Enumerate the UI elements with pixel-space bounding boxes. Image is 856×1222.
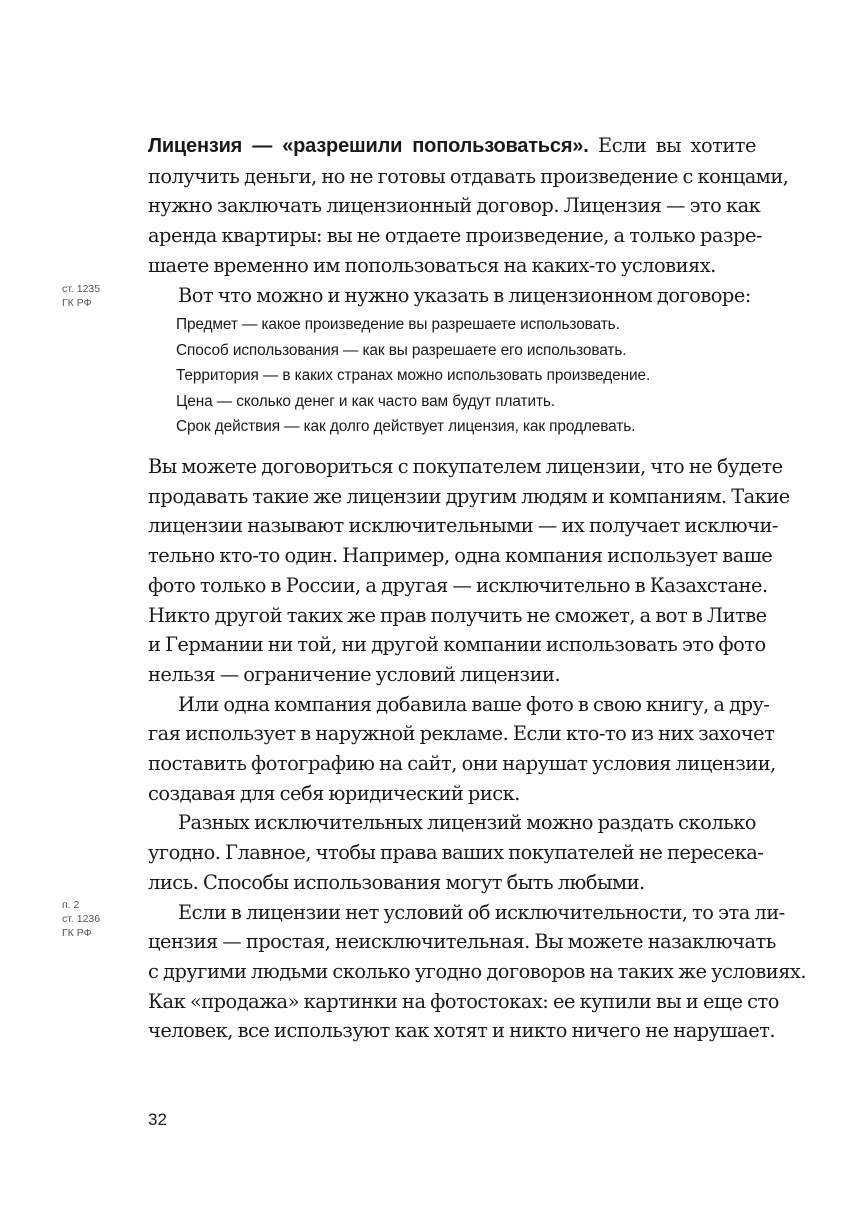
paragraph-line: лицензии называют исключительными — их получает исключи-	[148, 514, 778, 538]
margin-note-line: ГК РФ	[62, 297, 92, 309]
margin-note-line: ст. 1235	[62, 283, 101, 295]
paragraph-line: с другими людьми сколько угодно договоров на таких же условиях.	[148, 959, 807, 983]
paragraph-line: шаете временно им попользоваться на каких-то условиях.	[148, 253, 716, 277]
paragraph-line: продавать такие же лицензии другим людям и компаниям. Такие	[148, 484, 790, 508]
margin-note-article-1236	[62, 898, 100, 940]
paragraph-line	[148, 131, 756, 162]
paragraph-line: тельно кто-то один. Например, одна компания использует ваше	[148, 544, 773, 568]
paragraph-line: Если в лицензии нет условий об исключительности, то эта ли-	[178, 900, 785, 924]
paragraph-line: цензия — простая, неисключительная. Вы можете назаключать	[148, 930, 776, 954]
paragraph-line: человек, все используют как хотят и никто ничего не нарушает.	[148, 1019, 776, 1043]
paragraph-line: Вы можете договориться с покупателем лицензии, что не будете	[148, 455, 783, 478]
margin-note-line: п. 2	[62, 899, 80, 911]
paragraph-line: получить деньги, но не готовы отдавать произведение с концами,	[148, 164, 789, 188]
page-number: 32	[148, 1110, 167, 1129]
paragraph-line: Разных исключительных лицензий можно раздать сколько	[178, 811, 756, 835]
list-item: Предмет — какое произведение вы разрешаете использовать.	[176, 316, 620, 333]
license-intro-paragraph	[148, 131, 789, 310]
list-item: Территория — в каких странах можно использовать произведение.	[176, 367, 651, 385]
paragraph-line: угодно. Главное, чтобы права ваших покупателей не пересека-	[148, 841, 764, 865]
margin-note-line: ст. 1236	[62, 913, 101, 925]
paragraph-line: поставить фотографию на сайт, они нарушат условия лицензии,	[148, 752, 776, 776]
paragraph-line: нельзя — ограничение условий лицензии.	[148, 662, 561, 686]
section-lead-heading: Лицензия — «разрешили попользоваться».	[148, 135, 589, 157]
license-terms-list	[176, 312, 650, 440]
paragraph-line: нужно заключать лицензионный договор. Лицензия — это как	[148, 194, 761, 218]
list-item: Способ использования — как вы разрешаете его использовать.	[176, 341, 627, 359]
list-item: Срок действия — как долго действует лицензия, как продлевать.	[176, 418, 636, 436]
paragraph-line: Как «продажа» картинки на фотостоках: ее купили вы и еще сто	[148, 989, 779, 1013]
paragraph-line: гая использует в наружной рекламе. Если кто-то из них захочет	[148, 722, 775, 746]
list-intro-line: Вот что можно и нужно указать в лицензионном договоре:	[178, 283, 751, 307]
list-item: Цена — сколько денег и как часто вам будут платить.	[176, 392, 556, 410]
paragraph-line: Или одна компания добавила ваше фото в свою книгу, а дру-	[178, 692, 770, 716]
margin-note-line: ГК РФ	[62, 927, 92, 939]
paragraph-line: создавая для себя юридический риск.	[148, 781, 520, 805]
margin-note-article-1235	[62, 282, 100, 310]
paragraph-line: лись. Способы использования могут быть любыми.	[148, 870, 645, 894]
paragraph-text: Если вы хотите	[588, 134, 757, 157]
paragraph-line: и Германии ни той, ни другой компании использовать это фото	[148, 633, 766, 657]
paragraph-line: аренда квартиры: вы не отдаете произведение, а только разре-	[148, 224, 762, 248]
exclusive-license-section	[148, 452, 807, 1046]
paragraph-line: фото только в России, а другая — исключительно в Казахстане.	[148, 573, 768, 597]
paragraph-line: Никто другой таких же прав получить не сможет, а вот в Литве	[148, 603, 767, 627]
